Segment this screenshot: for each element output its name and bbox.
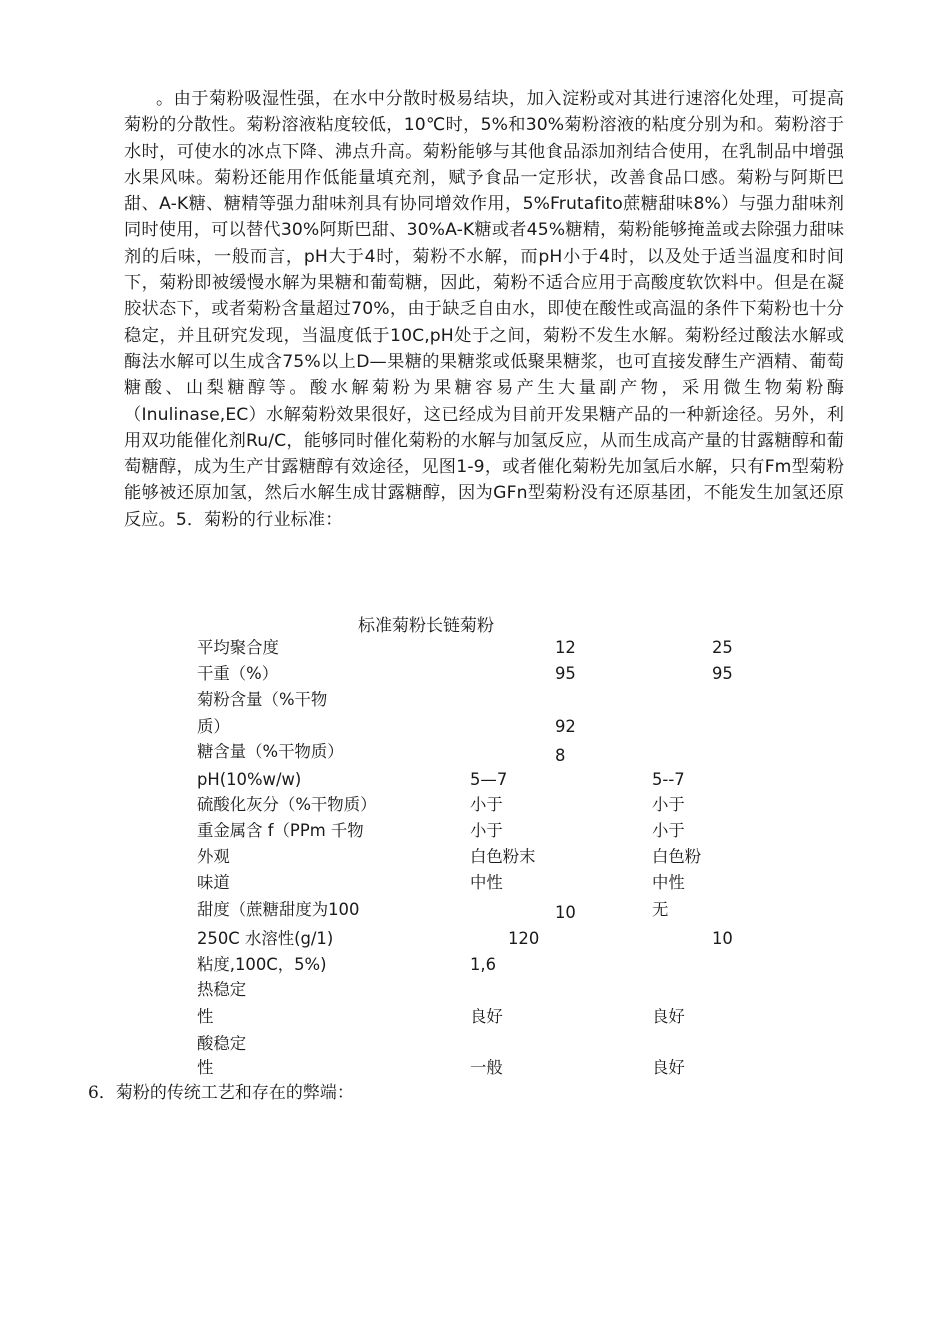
table-cell-label: 250C 水溶性(g/1) xyxy=(197,929,334,948)
table-cell-standard: 92 xyxy=(555,717,576,736)
table-cell-standard: 白色粉末 xyxy=(470,847,536,866)
table-cell-label: 性 xyxy=(197,1058,214,1077)
table-cell-standard: 8 xyxy=(555,746,566,765)
table-cell-longchain: 良好 xyxy=(652,1058,685,1077)
table-cell-longchain: 良好 xyxy=(652,1007,685,1026)
table-cell-standard: 12 xyxy=(555,638,576,657)
table-cell-label: 甜度（蔗糖甜度为100 xyxy=(197,900,360,919)
table-cell-longchain: 无 xyxy=(652,900,669,919)
table-title: 标准菊粉长链菊粉 xyxy=(358,616,494,636)
table-cell-label: 味道 xyxy=(197,873,230,892)
table-cell-standard: 小于 xyxy=(470,821,503,840)
table-cell-label: 糖含量（%干物质） xyxy=(197,742,344,761)
table-cell-label: 热稳定 xyxy=(197,980,247,999)
table-cell-label: 外观 xyxy=(197,847,230,866)
table-cell-label: 干重（%） xyxy=(197,664,279,683)
table-cell-standard: 1,6 xyxy=(470,955,497,974)
table-cell-standard: 10 xyxy=(555,903,576,922)
table-cell-standard: 良好 xyxy=(470,1007,503,1026)
table-cell-standard: 一般 xyxy=(470,1058,503,1077)
table-cell-longchain: 95 xyxy=(712,664,733,683)
table-cell-standard: 小于 xyxy=(470,795,503,814)
table-cell-label: 酸稳定 xyxy=(197,1034,247,1053)
table-cell-standard: 中性 xyxy=(470,873,503,892)
section-heading: 6．菊粉的传统工艺和存在的弊端： xyxy=(88,1083,354,1103)
table-cell-standard: 120 xyxy=(508,929,540,948)
table-cell-label: 重金属含 f（PPm 千物 xyxy=(197,821,364,840)
table-cell-standard: 5—7 xyxy=(470,770,508,789)
table-cell-longchain: 10 xyxy=(712,929,733,948)
table-cell-standard: 95 xyxy=(555,664,576,683)
table-cell-label: 性 xyxy=(197,1007,214,1026)
table-cell-longchain: 25 xyxy=(712,638,733,657)
table-cell-label: 菊粉含量（%干物 xyxy=(197,690,328,709)
table-cell-label: 粘度,100C，5%) xyxy=(197,955,327,974)
table-cell-longchain: 中性 xyxy=(652,873,685,892)
table-cell-label: 平均聚合度 xyxy=(197,638,279,657)
table-cell-longchain: 白色粉 xyxy=(652,847,702,866)
table-cell-longchain: 小于 xyxy=(652,795,685,814)
table-cell-longchain: 5--7 xyxy=(652,770,685,789)
table-cell-label: pH(10%w/w) xyxy=(197,770,302,789)
table-cell-label: 硫酸化灰分（%干物质） xyxy=(197,795,377,814)
table-cell-longchain: 小于 xyxy=(652,821,685,840)
paragraph-text: 。由于菊粉吸湿性强，在水中分散时极易结块，加入淀粉或对其进行速溶化处理，可提高菊粉的分散性。菊粉溶液粘度较低，10℃时，5%和30%菊粉溶液的粘度分别为和。菊粉溶于水时，可使水的冰点下降、沸点升高。菊粉能够与其他食品添加剂结合使用，在乳制品中增强水果风味。菊粉还能用作低能量填充剂，赋予食品一定形状，改善食品口感。菊粉与阿斯巴甜、A-K糖、糖精等强力甜味剂具有协同增效作用，5%Frutafito蔗糖甜味8%）与强力甜味剂同时使用，可以替代30%阿斯巴甜、30%A-K糖或者45%糖精，菊粉能够掩盖或去除强力甜味剂的后味，一般而言，pH大于4时，菊粉不水解，而pH小于4时，以及处于适当温度和时间下，菊粉即被缓慢水解为果糖和葡萄糖，因此，菊粉不适合应用于高酸度软饮料中。但是在凝胶状态下，或者菊粉含量超过70%，由于缺乏自由水，即使在酸性或高温的条件下菊粉也十分稳定，并且研究发现，当温度低于10C,pH处于之间，菊粉不发生水解。菊粉经过酸法水解或酶法水解可以生成含75%以上D—果糖的果糖浆或低聚果糖浆，也可直接发酵生产酒精、葡萄糖酸、山梨糖醇等。酸水解菊粉为果糖容易产生大量副产物，采用微生物菊粉酶（Inulinase,EC）水解菊粉效果很好，这已经成为目前开发果糖产品的一种新途径。另外，利用双功能催化剂Ru/C，能够同时催化菊粉的水解与加氢反应，从而生成高产量的甘露糖醇和葡萄糖醇，成为生产甘露糖醇有效途径，见图1-9，或者催化菊粉先加氢后水解，只有Fm型菊粉能够被还原加氢，然后水解生成甘露糖醇，因为GFn型菊粉没有还原基团，不能发生加氢还原反应。5．菊粉的行业标准： xyxy=(124,89,844,530)
table-cell-label: 质） xyxy=(197,717,230,736)
